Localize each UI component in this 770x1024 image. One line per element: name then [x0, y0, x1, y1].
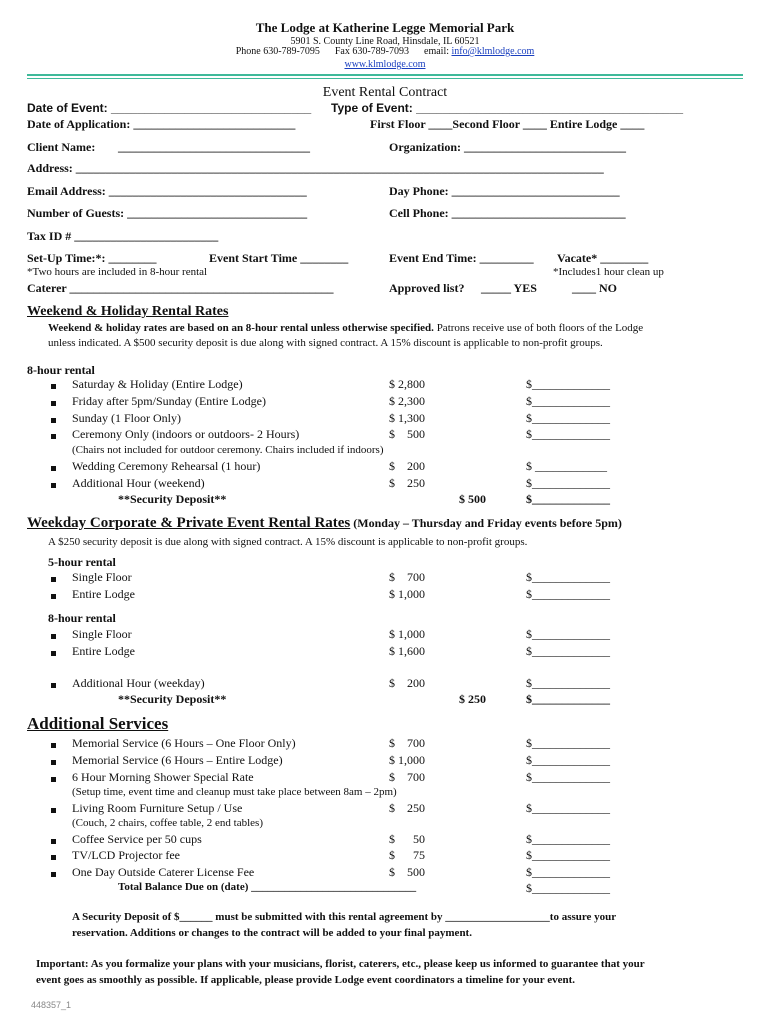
bullet-icon	[51, 651, 56, 656]
weekend-item-blank[interactable]: $_____________	[526, 476, 610, 490]
approved-no[interactable]: ____ NO	[572, 281, 617, 295]
weekend-deposit-blank[interactable]: $_____________	[526, 492, 610, 506]
service-blank[interactable]: $_____________	[526, 736, 610, 750]
weekday-item-blank[interactable]: $_____________	[526, 587, 610, 601]
bullet-icon	[51, 634, 56, 639]
bullet-icon	[51, 577, 56, 582]
bullet-icon	[51, 683, 56, 688]
service-label: Living Room Furniture Setup / Use	[72, 801, 243, 815]
client-name-label: Client Name:	[27, 140, 96, 154]
service-price: $ 250	[389, 801, 425, 815]
setup-time-field[interactable]: Set-Up Time:*: ________	[27, 251, 157, 265]
service-label: TV/LCD Projector fee	[72, 848, 180, 862]
org-address: 5901 S. County Line Road, Hinsdale, IL 60521	[290, 36, 480, 47]
vacate-note: *Includes1 hour clean up	[553, 266, 664, 278]
weekday-additional-price: $ 200	[389, 676, 425, 690]
org-name: The Lodge at Katherine Legge Memorial Park	[255, 20, 515, 35]
weekend-heading: Weekend & Holiday Rental Rates	[27, 304, 229, 319]
tax-id-field[interactable]: Tax ID # ________________________	[27, 229, 219, 243]
email-link[interactable]: info@klmlodge.com	[451, 46, 535, 57]
footer-id: 448357_1	[31, 1000, 72, 1010]
website-line	[0, 59, 770, 70]
day-phone-field[interactable]: Day Phone: ____________________________	[389, 184, 620, 198]
weekday-item-blank[interactable]: $_____________	[526, 627, 610, 641]
weekend-item-label: Ceremony Only (indoors or outdoors- 2 Hours)	[72, 427, 300, 441]
bullet-icon	[51, 434, 56, 439]
weekday-item-blank[interactable]: $_____________	[526, 644, 610, 658]
weekend-item-blank[interactable]: $_____________	[526, 411, 610, 425]
approved-list-label: Approved list?	[389, 281, 465, 295]
bullet-icon	[51, 808, 56, 813]
service-label: One Day Outside Caterer License Fee	[72, 865, 255, 879]
bullet-icon	[51, 384, 56, 389]
website-link[interactable]: www.klmlodge.com	[344, 59, 426, 70]
approved-yes[interactable]: _____ YES	[481, 281, 537, 295]
vacate-field[interactable]: Vacate* ________	[557, 251, 649, 265]
weekend-item-blank[interactable]: $_____________	[526, 427, 610, 441]
address-field[interactable]: Address: ________________________________________________________________________________________	[27, 161, 604, 175]
weekend-intro-rest: Patrons receive use of both floors of the Lodge	[433, 322, 644, 334]
total-balance-field[interactable]: Total Balance Due on (date) ______________________________	[118, 881, 417, 893]
weekend-intro-line2: unless indicated. A $500 security deposit is due along with signed contract. A 15% discount is applicable to non-profit groups.	[48, 337, 603, 349]
weekend-item-label: Wedding Ceremony Rehearsal (1 hour)	[72, 459, 261, 473]
weekday-intro: A $250 security deposit is due along with signed contract. A 15% discount is applicable to non-profit groups.	[48, 536, 528, 548]
bullet-icon	[51, 777, 56, 782]
header-divider-thin	[27, 78, 743, 79]
weekday-additional-label: Additional Hour (weekday)	[72, 676, 205, 690]
floor-options-field[interactable]: First Floor ____Second Floor ____ Entire Lodge ____	[370, 117, 645, 131]
weekend-item-blank[interactable]: $_____________	[526, 394, 610, 408]
weekday-item-blank[interactable]: $_____________	[526, 570, 610, 584]
weekend-item-label: Saturday & Holiday (Entire Lodge)	[72, 377, 243, 391]
weekend-item-label: Sunday (1 Floor Only)	[72, 411, 181, 425]
weekend-item-blank[interactable]: $_____________	[526, 377, 610, 391]
service-label: Memorial Service (6 Hours – Entire Lodge)	[72, 753, 283, 767]
weekday-additional-blank[interactable]: $_____________	[526, 676, 610, 690]
weekday-item-label: Single Floor	[72, 627, 132, 641]
setup-note: *Two hours are included in 8-hour rental	[27, 266, 208, 278]
service-price: $ 700	[389, 736, 425, 750]
bullet-icon	[51, 483, 56, 488]
weekend-item-price: $ 500	[389, 427, 425, 441]
service-price: $ 1,000	[389, 753, 425, 767]
weekday-heading-note: (Monday – Thursday and Friday events before 5pm)	[350, 516, 622, 530]
weekday-item-price: $ 1,600	[389, 644, 425, 658]
bullet-icon	[51, 760, 56, 765]
phone-fax: Phone 630-789-7095 Fax 630-789-7093 email:	[235, 46, 452, 57]
type-of-event-field[interactable]: Type of Event: ________________________________________	[331, 101, 684, 115]
furniture-note: (Couch, 2 chairs, coffee table, 2 end tables)	[72, 817, 264, 829]
weekday-sub8: 8-hour rental	[48, 611, 116, 625]
weekend-intro	[48, 322, 643, 334]
weekday-deposit-blank[interactable]: $_____________	[526, 692, 610, 706]
total-balance-blank[interactable]: $_____________	[526, 881, 610, 895]
service-label: Coffee Service per 50 cups	[72, 832, 202, 846]
weekend-item-price: $ 2,800	[389, 377, 425, 391]
bullet-icon	[51, 401, 56, 406]
service-blank[interactable]: $_____________	[526, 865, 610, 879]
service-blank[interactable]: $_____________	[526, 832, 610, 846]
event-start-field[interactable]: Event Start Time ________	[209, 251, 349, 265]
bullet-icon	[51, 594, 56, 599]
weekend-item-blank[interactable]: $ ____________	[526, 459, 607, 473]
service-blank[interactable]: $_____________	[526, 753, 610, 767]
service-blank[interactable]: $_____________	[526, 770, 610, 784]
weekday-heading-line	[27, 515, 622, 532]
service-blank[interactable]: $_____________	[526, 801, 610, 815]
weekday-item-label: Entire Lodge	[72, 587, 135, 601]
weekend-item-price: $ 200	[389, 459, 425, 473]
deposit-notice-line1: A Security Deposit of $______ must be submitted with this rental agreement by ___________________to assure your	[72, 911, 617, 923]
weekend-deposit-amount: $ 500	[459, 492, 486, 506]
weekday-deposit-label: **Security Deposit**	[118, 692, 227, 706]
weekend-intro-bold: Weekend & holiday rates are based on an 8-hour rental unless otherwise specified.	[48, 322, 434, 334]
weekend-item-label: Additional Hour (weekend)	[72, 476, 205, 490]
shower-note: (Setup time, event time and cleanup must take place between 8am – 2pm)	[72, 786, 397, 798]
bullet-icon	[51, 872, 56, 877]
service-price: $ 75	[389, 848, 425, 862]
bullet-icon	[51, 418, 56, 423]
num-guests-field[interactable]: Number of Guests: ______________________________	[27, 206, 308, 220]
service-price: $ 700	[389, 770, 425, 784]
date-of-event-field[interactable]: Date of Event: ______________________________	[27, 101, 312, 115]
service-blank[interactable]: $_____________	[526, 848, 610, 862]
service-price: $ 500	[389, 865, 425, 879]
weekday-item-price: $ 700	[389, 570, 425, 584]
weekend-deposit-label: **Security Deposit**	[118, 492, 227, 506]
service-label: 6 Hour Morning Shower Special Rate	[72, 770, 254, 784]
client-name-field[interactable]: ________________________________	[118, 140, 310, 154]
deposit-notice-line2: reservation. Additions or changes to the contract will be added to your final payment.	[72, 927, 472, 939]
additional-heading: Additional Services	[27, 714, 169, 733]
weekday-item-label: Entire Lodge	[72, 644, 135, 658]
chairs-note: (Chairs not included for outdoor ceremony. Chairs included if indoors)	[72, 444, 384, 456]
weekday-heading: Weekday Corporate & Private Event Rental Rates	[27, 515, 351, 531]
bullet-icon	[51, 839, 56, 844]
important-line1: Important: As you formalize your plans with your musicians, florist, caterers, etc., please keep us informed to guarantee that your	[36, 958, 645, 970]
bullet-icon	[51, 855, 56, 860]
service-price: $ 50	[389, 832, 425, 846]
service-label: Memorial Service (6 Hours – One Floor Only)	[72, 736, 296, 750]
weekday-item-label: Single Floor	[72, 570, 132, 584]
weekday-deposit-amount: $ 250	[459, 692, 486, 706]
weekend-subheading: 8-hour rental	[27, 363, 95, 377]
date-of-application-field[interactable]: Date of Application: ___________________________	[27, 117, 296, 131]
weekday-item-price: $ 1,000	[389, 587, 425, 601]
caterer-field[interactable]: Caterer ____________________________________________	[27, 281, 334, 295]
contract-title: Event Rental Contract	[322, 85, 448, 100]
weekend-item-price: $ 1,300	[389, 411, 425, 425]
cell-phone-field[interactable]: Cell Phone: _____________________________	[389, 206, 626, 220]
event-end-field[interactable]: Event End Time: _________	[389, 251, 534, 265]
weekday-item-price: $ 1,000	[389, 627, 425, 641]
bullet-icon	[51, 743, 56, 748]
contact-line	[0, 46, 770, 57]
weekend-item-price: $ 2,300	[389, 394, 425, 408]
weekday-sub5: 5-hour rental	[48, 555, 116, 569]
weekend-item-label: Friday after 5pm/Sunday (Entire Lodge)	[72, 394, 266, 408]
organization-field[interactable]: Organization: ___________________________	[389, 140, 626, 154]
header-divider	[27, 74, 743, 76]
important-line2: event goes as smoothly as possible. If applicable, please provide Lodge event coordinators a timeline for your event.	[36, 974, 575, 986]
bullet-icon	[51, 466, 56, 471]
email-address-field[interactable]: Email Address: _________________________________	[27, 184, 307, 198]
weekend-item-price: $ 250	[389, 476, 425, 490]
